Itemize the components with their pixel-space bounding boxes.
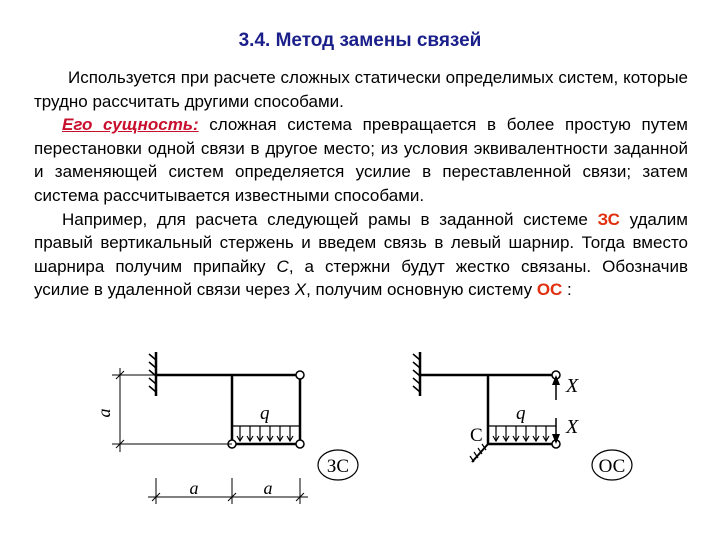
example-part1: Например, для расчета следующей рамы в заданной системе <box>62 209 598 229</box>
dimension-horizontal <box>148 478 308 504</box>
distributed-load-left <box>232 426 300 441</box>
force-label-bottom: X <box>566 416 579 438</box>
dim-horizontal-label-1: a <box>189 478 199 498</box>
fixed-support-left <box>149 352 156 396</box>
paragraph-usage: Используется при расчете сложных статически определимых систем, которые трудно рассчитать другими способами. <box>34 68 688 111</box>
force-label-top: X <box>566 375 579 397</box>
hinge-top-right <box>296 371 304 379</box>
load-label-left: q <box>260 403 270 424</box>
given-system-label: ЗС <box>326 456 350 477</box>
os-term: ОС <box>536 280 563 300</box>
essence-body: сложная система превращается в более простую путем перестановки одной связи в другое место; из условия эквивалентности заданной и заменяющей систем определяется усилие в переставленной связи; затем система рассчитывается известными способами. <box>34 115 688 205</box>
example-part3: , а стержни будут жестко связаны. Обозначив усилие в удаленной связи через <box>34 256 688 300</box>
zs-term: ЗС <box>597 209 620 229</box>
hinge-bottom-right <box>296 440 304 448</box>
load-label-right: q <box>516 403 526 424</box>
frame-members-left <box>156 375 300 444</box>
dim-vertical-label: a <box>94 408 114 418</box>
essence-colon: : <box>192 115 199 135</box>
dim-horizontal-label-2: a <box>263 478 273 498</box>
example-part4: , получим основную систему <box>306 280 537 300</box>
c-term: С <box>276 256 289 276</box>
example-part2: удалим правый вертикальный стержень и введем связь в левый шарнир. Тогда вместо шарнира получим припайку <box>34 209 688 276</box>
given-system-diagram <box>94 352 358 504</box>
joint-label: С <box>470 425 483 446</box>
rigid-joint-hatch <box>470 444 488 462</box>
example-part5: : <box>562 280 572 300</box>
dimension-vertical <box>112 368 232 452</box>
slide-title: 3.4. Метод замены связей <box>238 30 482 51</box>
basic-system-diagram <box>413 352 632 480</box>
x-term: Х <box>294 280 307 300</box>
basic-system-label: ОС <box>598 456 626 477</box>
essence-lead: Его сущность <box>62 115 193 135</box>
fixed-support-right <box>413 352 420 396</box>
distributed-load-right <box>488 426 556 441</box>
force-arrow-bottom <box>552 418 560 444</box>
